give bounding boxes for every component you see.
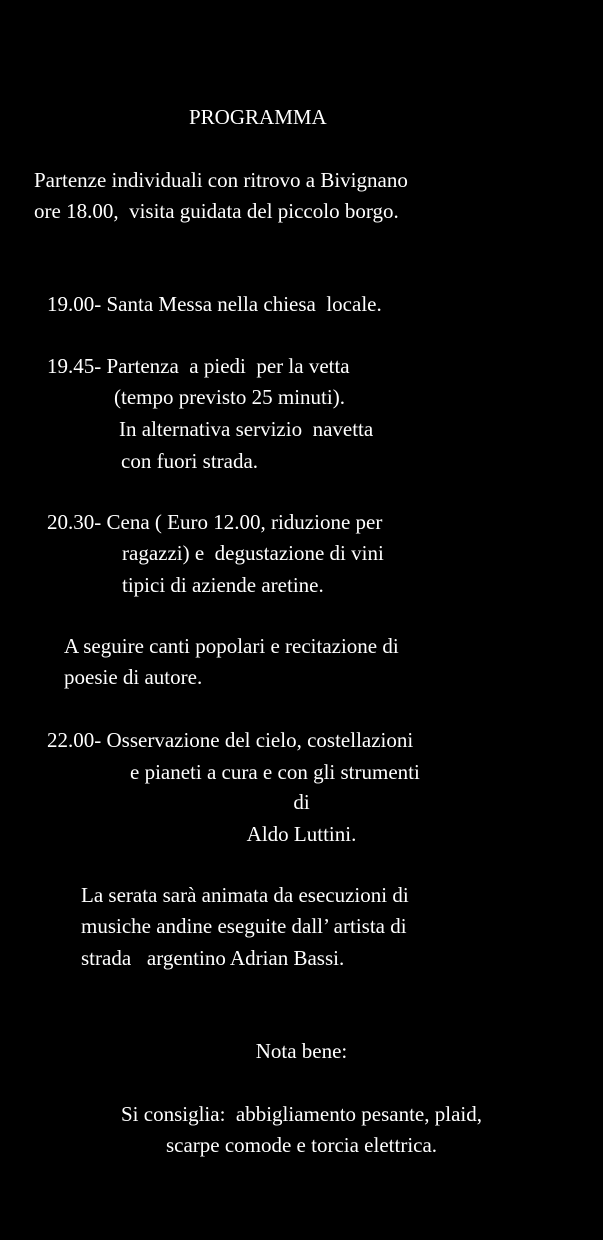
- schedule-item-2200: 22.00- Osservazione del cielo, costellazioni: [47, 728, 414, 752]
- entertainment-line: A seguire canti popolari e recitazione di: [64, 634, 399, 658]
- schedule-item-1900: 19.00- Santa Messa nella chiesa locale.: [47, 292, 382, 316]
- schedule-item-2200-detail: e pianeti a cura e con gli strumenti: [130, 760, 420, 784]
- schedule-item-2030-detail: tipici di aziende aretine.: [122, 573, 324, 597]
- schedule-item-1945: 19.45- Partenza a piedi per la vetta: [47, 354, 350, 378]
- schedule-item-2030-detail: ragazzi) e degustazione di vini: [122, 541, 384, 565]
- intro-line: ore 18.00, visita guidata del piccolo borgo.: [34, 199, 399, 223]
- schedule-item-2030: 20.30- Cena ( Euro 12.00, riduzione per: [47, 510, 383, 534]
- schedule-item-2200-detail: Aldo Luttini.: [246, 822, 357, 846]
- music-line: La serata sarà animata da esecuzioni di: [81, 883, 409, 907]
- page-title: PROGRAMMA: [189, 105, 327, 129]
- note-line: scarpe comode e torcia elettrica.: [165, 1133, 438, 1157]
- music-line: musiche andine eseguite dall’ artista di: [81, 914, 407, 938]
- schedule-item-2200-detail: di: [293, 790, 310, 814]
- schedule-item-1945-detail: In alternativa servizio navetta: [119, 417, 374, 441]
- note-heading: Nota bene:: [255, 1039, 348, 1063]
- note-line: Si consiglia: abbigliamento pesante, plaid,: [120, 1102, 482, 1126]
- schedule-item-1945-detail: (tempo previsto 25 minuti).: [114, 385, 345, 409]
- music-line: strada argentino Adrian Bassi.: [81, 946, 345, 970]
- schedule-item-1945-detail: con fuori strada.: [121, 449, 259, 473]
- entertainment-line: poesie di autore.: [64, 665, 203, 689]
- intro-line: Partenze individuali con ritrovo a Bivignano: [34, 168, 408, 192]
